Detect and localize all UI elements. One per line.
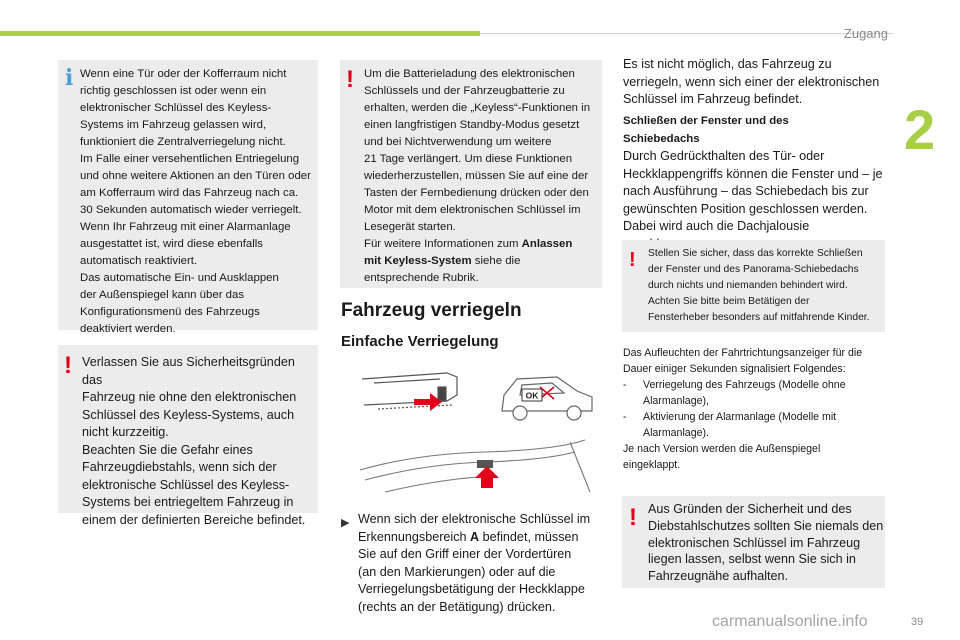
text-line: Motor mit dem elektronischen Schlüssel im — [364, 204, 581, 216]
close-windows-section — [623, 113, 885, 253]
list-item: - Aktivierung der Alarmanlage (Modelle mit Alarmanlage). — [623, 411, 837, 439]
warning-icon: ! — [64, 352, 72, 379]
text-line: liegen lassen, selbst wenn Sie sich in — [648, 552, 856, 567]
subheading: Schließen der Fenster und des — [623, 115, 789, 127]
text-line: Durch Gedrückthalten des Tür- oder — [623, 149, 825, 163]
area-a-label: A — [470, 529, 480, 544]
text-line: erhalten, werden die „Keyless“-Funktionen in — [364, 102, 591, 114]
info-box-text — [80, 66, 318, 338]
text-line: verriegeln, wenn sich einer der elektronischen — [623, 74, 880, 89]
text-line: 30 Sekunden automatisch wieder verriegelt. — [80, 204, 302, 216]
text-line: (rechts an der Betätigung) drücken. — [358, 599, 556, 614]
warning-icon: ! — [629, 249, 636, 271]
text-line: am Kofferraum wird das Fahrzeug nach ca. — [80, 187, 299, 199]
text-line: funktioniert die Zentralverriegelung nicht. — [80, 136, 286, 148]
section-title: Zugang — [843, 26, 888, 41]
text-line: Schlüssels und der Fahrzeugbatterie zu — [364, 85, 565, 97]
text-line: Je nach Version werden die Außenspiegel — [623, 443, 821, 455]
text-line: Konfigurationsmenü des Fahrzeugs — [80, 306, 260, 318]
text-line: Um die Batterieladung des elektronischen — [364, 68, 575, 80]
text-line: Sie auf den Griff einer der Vordertüren — [358, 547, 572, 561]
text-line: Achten Sie bitte beim Betätigen der — [648, 296, 810, 307]
text-line: (an den Markierungen) oder auf die — [358, 564, 556, 579]
text-line: wiederherzustellen, müssen Sie auf eine der — [364, 170, 589, 182]
text-line: Fahrzeugdiebstahls, wenn sich der — [82, 460, 277, 474]
warning-box-text — [648, 501, 885, 585]
text-line: entsprechende Rubrik. — [364, 272, 479, 284]
text-line: Tasten der Fernbedienung drücken oder den — [364, 187, 589, 199]
tailgate-illustration — [355, 432, 600, 500]
text-line: nicht kurzzeitig. — [82, 425, 169, 439]
text-line: Das automatische Ein- und Ausklappen — [80, 272, 279, 284]
text-line: Fahrzeugnähe aufhalten. — [648, 569, 789, 584]
warning-box-final — [622, 496, 885, 588]
warning-box-left — [58, 345, 318, 527]
text-line: einen langfristigen Standby-Modus gesetzt — [364, 119, 580, 131]
text-line: eingeklappt. — [623, 459, 681, 471]
text-line: ausgestattet ist, wird diese ebenfalls — [80, 238, 263, 250]
bullet-marker-icon: ▶ — [341, 517, 350, 529]
text-line: der Außenspiegel kann über das — [80, 289, 245, 301]
text-line: Systems im Fahrzeug gelassen wird, — [80, 119, 267, 131]
text-line: deaktiviert werden. — [80, 323, 176, 335]
text-line: gewünschten Position geschlossen werden. — [623, 201, 868, 216]
text-line: elektronischer Schlüssel des Keyless- — [80, 102, 272, 114]
intro-paragraph — [623, 56, 885, 109]
text-line: einem der definierten Bereiche befindet. — [82, 512, 306, 527]
chapter-number: 2 — [904, 98, 936, 161]
heading-fahrzeug-verriegeln: Fahrzeug verriegeln — [341, 300, 522, 321]
text-line: Schlüssel des Keyless-Systems, auch — [82, 407, 295, 422]
info-icon: i — [65, 65, 74, 91]
warning-box-middle — [340, 60, 602, 288]
warning-box-text — [648, 246, 885, 326]
warning-box-text — [364, 66, 602, 287]
text-line: Stellen Sie sicher, dass das korrekte Schließen — [648, 248, 863, 259]
text-line: Im Falle einer versehentlichen Entriegelung — [80, 153, 300, 165]
warning-box-windows — [622, 240, 885, 332]
text-line: Wenn sich der elektronische Schlüssel im — [358, 512, 591, 526]
text-line: Diebstahlschutzes sollten Sie niemals den — [648, 518, 884, 533]
text-line: Lesegerät starten. — [364, 221, 456, 233]
text-line: Beachten Sie die Gefahr eines — [82, 442, 253, 457]
text-line: mit Keyless-System siehe die — [364, 255, 521, 267]
text-line: automatisch reaktiviert. — [80, 255, 198, 267]
indicator-section — [623, 345, 885, 473]
text-line: Systems bei entriegeltem Fahrzeug in — [82, 495, 294, 509]
text-line: durch nichts und niemanden behindert wird. — [648, 280, 848, 291]
text-line: elektronischen Schlüssel im Fahrzeug — [648, 535, 861, 550]
link-anlassen: Anlassen — [521, 238, 573, 250]
text-line: Dauer einiger Sekunden signalisiert Folgendes: — [623, 363, 846, 375]
text-line: richtig geschlossen ist oder wenn ein — [80, 85, 267, 97]
text-line: Wenn eine Tür oder der Kofferraum nicht — [80, 68, 287, 80]
warning-icon: ! — [346, 66, 354, 93]
text-line: Verriegelungsbetätigung der Heckklappe — [358, 582, 585, 596]
text-line: Es ist nicht möglich, das Fahrzeug zu — [623, 57, 832, 71]
bullet-text — [358, 511, 598, 616]
link-keyless-system: mit Keyless-System — [364, 255, 472, 267]
heading-einfache-verriegelung: Einfache Verriegelung — [341, 333, 499, 350]
text-line: und bei Nichtverwendung um weitere — [364, 136, 552, 148]
warning-box-text — [82, 354, 318, 529]
warning-icon: ! — [629, 504, 637, 531]
subheading: Schiebedachs — [623, 132, 700, 145]
text-line: der Fenster und des Panorama-Schiebedachs — [648, 264, 859, 275]
text-line: Das Aufleuchten der Fahrtrichtungsanzeiger für die — [623, 347, 863, 359]
text-line: und ohne weitere Aktionen an den Türen oder — [80, 170, 311, 182]
page-number: 39 — [911, 616, 924, 628]
text-line: elektronische Schlüssel des Keyless- — [82, 477, 290, 492]
text-line: Fahrzeug nie ohne den elektronischen — [82, 390, 297, 404]
header-rule — [480, 33, 893, 34]
door-handle-illustration — [352, 365, 597, 425]
text-line: Aus Gründen der Sicherheit und des — [648, 502, 852, 516]
text-line: nach Ausführung – das Schiebedach bis zur — [623, 184, 869, 198]
text-line: Fensterheber besonders auf mitfahrende Kinder. — [648, 312, 870, 323]
info-box-left — [58, 60, 318, 335]
text-line: Wenn Ihr Fahrzeug mit einer Alarmanlage — [80, 221, 291, 233]
ok-label: OK — [525, 390, 539, 401]
text-line: Für weitere Informationen zum Anlassen — [364, 238, 573, 250]
text-line: Heckklappengriffs können die Fenster und – je — [623, 166, 883, 181]
text-line: Schlüssel im Fahrzeug befindet. — [623, 92, 803, 106]
text-line: Verlassen Sie aus Sicherheitsgründen das — [82, 355, 295, 387]
text-line: 21 Tage verlängert. Um diese Funktionen — [364, 153, 573, 165]
text-line: Dabei wird auch die Dachjalousie — [623, 219, 810, 233]
watermark: carmanualsonline.info — [712, 613, 868, 630]
list-item: - Verriegelung des Fahrzeugs (Modelle ohne Alarmanlage), — [623, 379, 846, 407]
text-line: Erkennungsbereich A befindet, müssen — [358, 529, 579, 544]
header-accent-bar — [0, 31, 480, 36]
